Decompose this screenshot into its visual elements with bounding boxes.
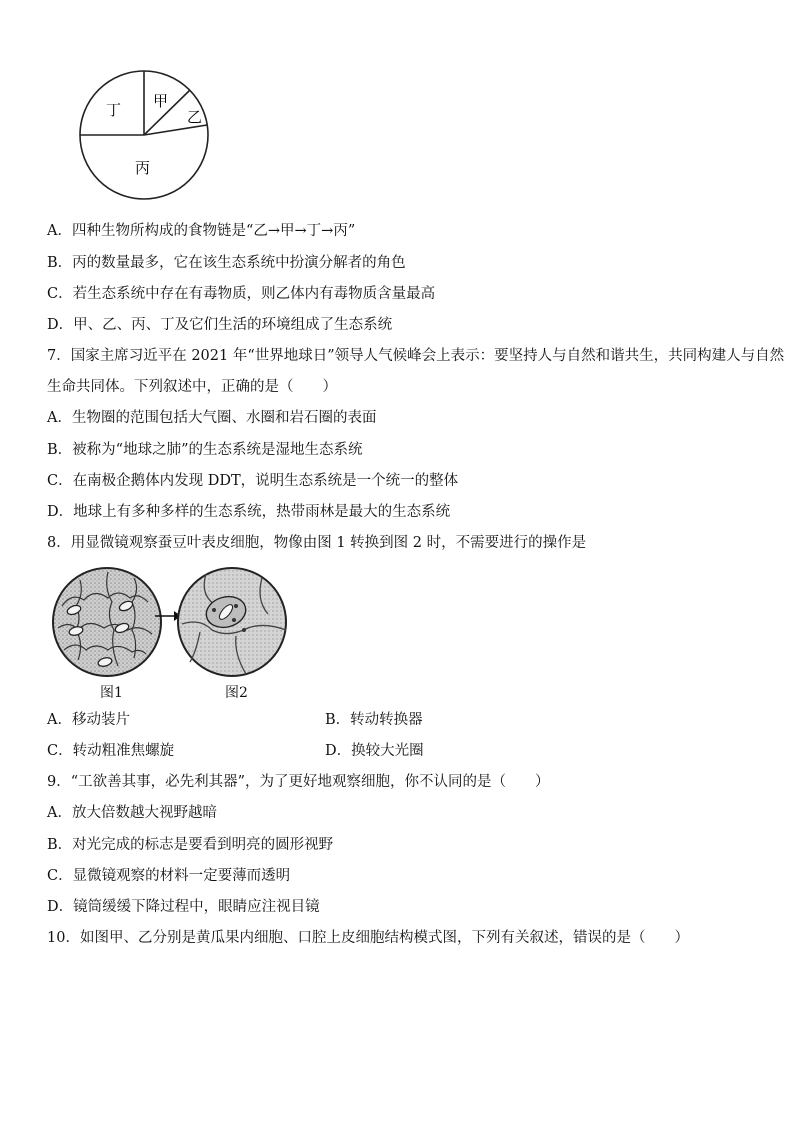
q6-option-b: B．丙的数量最多，它在该生态系统中扮演分解者的角色 <box>47 255 406 271</box>
pie-label-yi: 乙 <box>187 108 203 126</box>
q6-option-a: A．四种生物所构成的食物链是“乙→甲→丁→丙” <box>47 223 356 239</box>
q8-option-c: C．转动粗准焦螺旋 <box>47 743 175 759</box>
pie-figure <box>78 70 218 210</box>
q9-option-b: B．对光完成的标志是要看到明亮的圆形视野 <box>47 837 334 853</box>
q9-option-c: C．显微镜观察的材料一定要薄而透明 <box>47 868 291 884</box>
q7-option-b: B．被称为“地球之肺”的生态系统是湿地生态系统 <box>47 442 363 458</box>
q9-option-d: D．镜筒缓缓下降过程中，眼睛应注视目镜 <box>47 899 320 915</box>
q9-stem: 9．“工欲善其事，必先利其器”，为了更好地观察细胞，你不认同的是（ ） <box>47 774 550 790</box>
pie-label-ding: 丁 <box>106 101 122 119</box>
pie-label-bing: 丙 <box>135 159 151 177</box>
q10-stem: 10．如图甲、乙分别是黄瓜果内细胞、口腔上皮细胞结构模式图，下列有关叙述，错误的是（ ） <box>47 930 689 946</box>
q9-option-a: A．放大倍数越大视野越暗 <box>47 805 217 821</box>
microscope-figure-1 <box>50 566 170 678</box>
q7-option-c: C．在南极企鹅体内发现 DDT，说明生态系统是一个统一的整体 <box>47 473 459 489</box>
q7-option-a: A．生物圈的范围包括大气圈、水圈和岩石圈的表面 <box>47 410 377 426</box>
q8-stem: 8．用显微镜观察蚕豆叶表皮细胞，物像由图 1 转换到图 2 时，不需要进行的操作是 <box>47 535 587 551</box>
q8-option-b: B．转动转换器 <box>325 712 423 728</box>
pie-label-jia: 甲 <box>153 92 169 110</box>
q6-option-c: C．若生态系统中存在有毒物质，则乙体内有毒物质含量最高 <box>47 286 436 302</box>
q7-stem-line2: 生命共同体。下列叙述中，正确的是（ ） <box>47 379 337 395</box>
figure-1-label: 图1 <box>100 685 123 701</box>
figure-2-label: 图2 <box>225 685 248 701</box>
microscope-figure-2 <box>176 566 292 678</box>
q7-stem-line1: 7．国家主席习近平在 2021 年“世界地球日”领导人气候峰会上表示：要坚持人与自然和谐共生，共同构建人与自然 <box>47 348 785 364</box>
q7-option-d: D．地球上有多种多样的生态系统，热带雨林是最大的生态系统 <box>47 504 451 520</box>
q8-option-d: D．换较大光圈 <box>325 743 424 759</box>
q6-option-d: D．甲、乙、丙、丁及它们生活的环境组成了生态系统 <box>47 317 393 333</box>
q8-option-a: A．移动装片 <box>47 712 130 728</box>
